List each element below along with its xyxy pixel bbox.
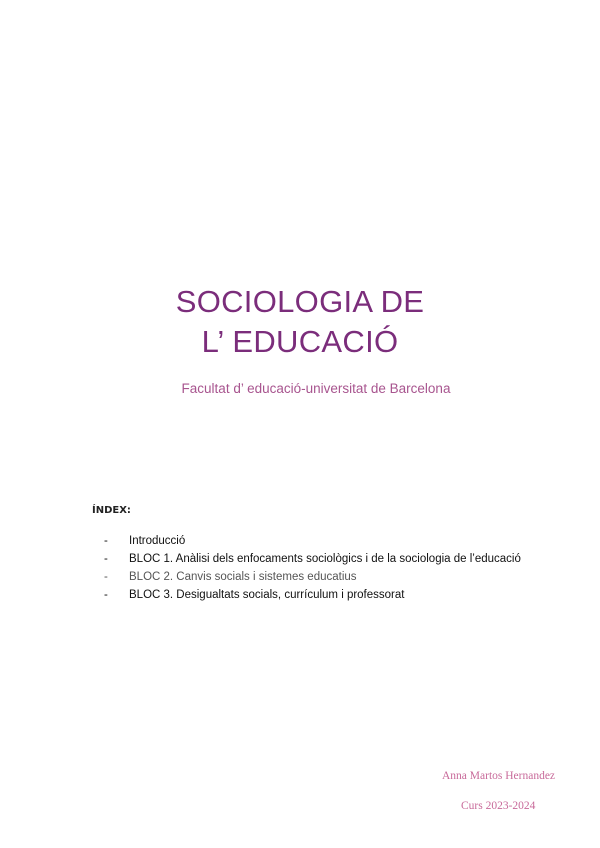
document-subtitle: Facultat d’ educació-universitat de Barcelona <box>181 381 451 396</box>
list-bullet: - <box>104 553 108 565</box>
index-item-label: BLOC 2. Canvis socials i sistemes educatius <box>129 571 357 583</box>
course-year: Curs 2023-2024 <box>461 800 536 812</box>
title-line-2: L’ EDUCACIÓ <box>201 324 399 359</box>
list-bullet: - <box>104 589 108 601</box>
index-item-intro <box>104 532 521 550</box>
index-item-bloc-2 <box>104 568 521 586</box>
index-item-label: Introducció <box>129 535 186 547</box>
list-bullet: - <box>104 535 108 547</box>
document-title <box>0 282 600 362</box>
index-item-label: BLOC 1. Anàlisi dels enfocaments sociològics i de la sociologia de l’educació <box>129 553 521 565</box>
author-name: Anna Martos Hernandez <box>442 770 556 782</box>
index-list <box>104 532 521 604</box>
index-heading: ÍNDEX: <box>92 505 131 516</box>
index-item-label: BLOC 3. Desigualtats socials, currículum i professorat <box>129 589 405 601</box>
list-bullet: - <box>104 571 108 583</box>
title-line-1: SOCIOLOGIA DE <box>175 284 425 319</box>
index-item-bloc-3 <box>104 586 521 604</box>
index-item-bloc-1 <box>104 550 521 568</box>
